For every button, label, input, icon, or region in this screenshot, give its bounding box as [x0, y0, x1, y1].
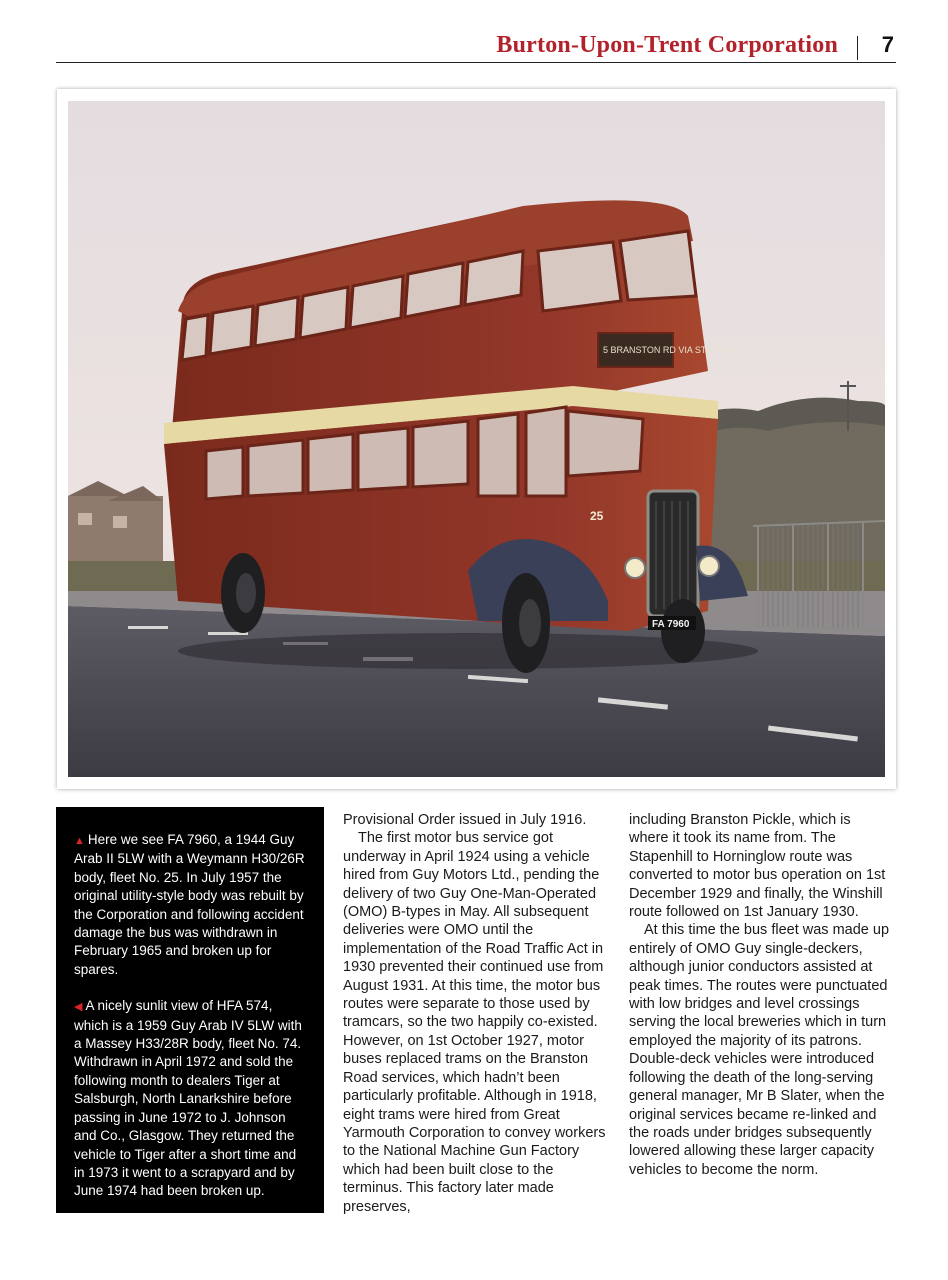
photo-frame: [57, 89, 896, 789]
header-divider: [857, 36, 859, 60]
paragraph: The first motor bus service got underway in April 1924 using a vehicle hired from Guy Motors Ltd., pending the delivery of two Guy One-Man-Operated (OMO) B-types in May. All subsequent deliveries were OMO until the implementation of the Road Traffic Act in 1930 prevented their continued use from August 1931. At this time, the motor bus routes were separate to those used by tramcars, so the two happily co-existed. However, on 1st October 1927, motor buses replaced trams on the Branston Road services, which hadn’t been particularly profitable. Although in 1918, eight trams were hired from Great Yarmouth Corporation to convey workers to the National Machine Gun Factory which had been built close to the terminus. This factory later made preserves,: [343, 830, 606, 1215]
caption-2: [74, 997, 310, 1200]
paragraph: Provisional Order issued in July 1916.: [343, 812, 587, 828]
body-column-1: [343, 811, 607, 1216]
up-arrow-icon: ▲: [74, 835, 85, 847]
running-header: [56, 30, 896, 63]
fleet-number: 25: [590, 509, 604, 523]
bus-photo-illustration: [68, 101, 885, 777]
bus-photograph: [68, 101, 885, 777]
caption-box: [56, 807, 324, 1213]
caption-2-text: A nicely sunlit view of HFA 574, which is a 1959 Guy Arab IV 5LW with a Massey H33/28R body, fleet No. 74. Withdrawn in April 1972 and sold the following month to dealers Tiger at Salsburgh, North Lanarkshire before passing in June 1972 to J. Johnson and Co., Glasgow. They returned the vehicle to Tiger after a short time and in 1973 it went to a scrapyard and by June 1974 had been broken up.: [74, 998, 302, 1199]
left-arrow-icon: ◀: [74, 1001, 83, 1014]
paragraph: At this time the bus fleet was made up entirely of OMO Guy single-deckers, although junior conductors assisted at peak times. The routes were punctuated with low bridges and level crossings serving the local breweries which in turn employed the majority of its patrons. Double-deck vehicles were introduced following the death of the long-serving general manager, Mr B Slater, when the original services became re-linked and the roads under bridges subsequently lowered allowing these larger capacity vehicles to become the norm.: [629, 922, 890, 1178]
page-number: 7: [881, 32, 894, 57]
caption-1-text: Here we see FA 7960, a 1944 Guy Arab II 5LW with a Weymann H30/26R body, fleet No. 25. In July 1957 the original utility-style body was rebuilt by the Corporation and following accident damage the bus was withdrawn in February 1965 and broken up for spares.: [74, 832, 305, 977]
registration-plate: FA 7960: [652, 619, 690, 630]
body-column-2: [629, 811, 893, 1179]
bus: [164, 200, 748, 673]
destination-blind-text: 5 BRANSTON RD VIA STATION: [603, 345, 733, 355]
chapter-title: Burton-Upon-Trent Corporation: [496, 32, 838, 58]
paragraph: including Branston Pickle, which is where it took its name from. The Stapenhill to Horninglow route was converted to motor bus operation on 1st December 1929 and finally, the Winshill route followed on 1st January 1930.: [629, 812, 886, 921]
houses: [68, 481, 163, 566]
caption-1: [74, 831, 310, 979]
